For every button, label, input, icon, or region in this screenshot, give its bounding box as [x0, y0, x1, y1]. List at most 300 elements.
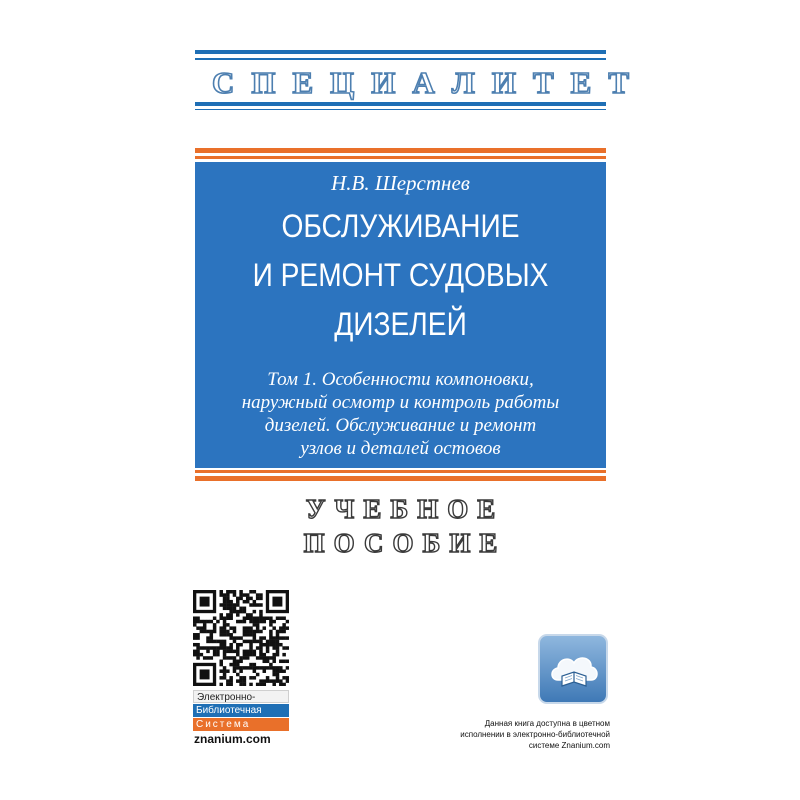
qr-module [249, 633, 253, 637]
qr-module [263, 683, 267, 686]
qr-module [223, 646, 227, 650]
qr-module [193, 636, 197, 640]
qr-module [243, 607, 247, 611]
qr-module [233, 603, 237, 607]
qr-module [253, 650, 257, 654]
qr-module [219, 626, 223, 630]
qr-module [266, 666, 270, 670]
qr-module [203, 626, 207, 630]
qr-module [229, 679, 233, 683]
qr-module [253, 623, 257, 627]
qr-module [263, 620, 267, 624]
qr-module [249, 590, 253, 594]
qr-module [200, 630, 204, 634]
subtitle-line-2: наружный осмотр и контроль работы [241, 392, 560, 413]
qr-module [223, 673, 227, 677]
qr-module [213, 630, 217, 634]
qr-module [226, 603, 230, 607]
qr-module [236, 603, 240, 607]
qr-module [203, 646, 207, 650]
qr-module [223, 620, 227, 624]
qr-module [226, 623, 230, 627]
qr-module [219, 593, 223, 597]
panel-top-stripe-2 [195, 156, 606, 159]
volume-subtitle [195, 368, 606, 460]
qr-module [236, 660, 240, 664]
qr-module [272, 653, 276, 657]
qr-module [236, 650, 240, 654]
qr-module [286, 679, 289, 683]
qr-module [236, 600, 240, 604]
qr-module [272, 626, 276, 630]
qr-module [276, 650, 280, 654]
qr-module [256, 656, 260, 660]
qr-module [249, 620, 253, 624]
qr-module [210, 656, 214, 660]
qr-module [246, 613, 250, 617]
qr-module [229, 643, 233, 647]
qr-module [272, 620, 276, 624]
qr-module [223, 607, 227, 611]
qr-module [213, 616, 217, 620]
qr-module [272, 643, 276, 647]
qr-module [276, 640, 280, 644]
qr-module [259, 597, 263, 601]
qr-module [249, 663, 253, 667]
qr-module [272, 636, 276, 640]
qr-module [259, 666, 263, 670]
qr-module [249, 650, 253, 654]
qr-module [239, 676, 243, 680]
qr-module [206, 650, 210, 654]
qr-module [223, 643, 227, 647]
publication-type: УЧЕБНОЕ ПОСОБИЕ [303, 494, 507, 558]
qr-module [259, 683, 263, 686]
qr-module [276, 616, 280, 620]
qr-module [203, 656, 207, 660]
qr-module [276, 643, 280, 647]
qr-module [233, 607, 237, 611]
qr-module [193, 643, 197, 647]
qr-module [219, 683, 223, 686]
qr-module [213, 623, 217, 627]
qr-module [233, 666, 237, 670]
qr-module [219, 660, 223, 664]
qr-module [269, 640, 273, 644]
qr-module [263, 669, 267, 673]
qr-module [243, 633, 247, 637]
qr-module [236, 620, 240, 624]
qr-module [233, 630, 237, 634]
qr-module [236, 597, 240, 601]
qr-module [269, 636, 273, 640]
qr-module [263, 660, 267, 664]
qr-module [272, 666, 276, 670]
qr-module [239, 593, 243, 597]
qr-module [210, 636, 214, 640]
qr-module [253, 653, 257, 657]
series-label: СПЕЦИАЛИТЕТ [212, 65, 647, 100]
qr-module [196, 653, 200, 657]
availability-note [452, 718, 610, 751]
qr-code-icon [193, 590, 289, 686]
qr-module [193, 616, 197, 620]
qr-module [253, 666, 257, 670]
qr-module [229, 603, 233, 607]
qr-module [269, 633, 273, 637]
qr-module [249, 646, 253, 650]
qr-module [206, 640, 210, 644]
qr-module [223, 653, 227, 657]
qr-module [249, 643, 253, 647]
qr-module [263, 616, 267, 620]
qr-module [259, 630, 263, 634]
subtitle-line-3: дизелей. Обслуживание и ремонт [264, 415, 537, 436]
qr-module [226, 630, 230, 634]
qr-module [226, 597, 230, 601]
qr-module [196, 636, 200, 640]
author: Н.В. Шерстнев [331, 171, 470, 195]
qr-module [239, 620, 243, 624]
qr-module [236, 666, 240, 670]
qr-module [253, 630, 257, 634]
qr-module [249, 630, 253, 634]
qr-module [233, 610, 237, 614]
qr-module [223, 593, 227, 597]
qr-module [239, 666, 243, 670]
qr-module [223, 640, 227, 644]
qr-module [259, 613, 263, 617]
qr-module [282, 669, 286, 673]
qr-module [272, 683, 276, 686]
qr-module [272, 679, 276, 683]
qr-finder-pattern [200, 597, 210, 607]
qr-module [239, 656, 243, 660]
qr-module [263, 666, 267, 670]
qr-module [246, 656, 250, 660]
qr-module [223, 603, 227, 607]
qr-module [256, 626, 260, 630]
qr-module [210, 630, 214, 634]
qr-module [276, 630, 280, 634]
qr-module [226, 590, 230, 594]
qr-module [213, 646, 217, 650]
availability-note-line-2: исполнении в электронно-библиотечной [460, 730, 610, 739]
qr-module [256, 593, 260, 597]
qr-module [269, 679, 273, 683]
series-rule-1 [195, 102, 606, 106]
qr-module [193, 623, 197, 627]
qr-module [206, 656, 210, 660]
qr-module [243, 650, 247, 654]
qr-module [266, 660, 270, 664]
qr-module [249, 640, 253, 644]
top-rule-1 [195, 50, 606, 54]
qr-module [233, 663, 237, 667]
qr-module [263, 636, 267, 640]
qr-module [246, 633, 250, 637]
qr-module [269, 643, 273, 647]
availability-note-line-1: Данная книга доступна в цветном [484, 719, 610, 728]
qr-module [253, 640, 257, 644]
qr-module [276, 673, 280, 677]
qr-module [229, 676, 233, 680]
qr-module [276, 666, 280, 670]
cloud-book-icon [538, 634, 608, 704]
qr-module [229, 590, 233, 594]
qr-module [282, 646, 286, 650]
ebs-logo [193, 690, 289, 746]
qr-module [282, 616, 286, 620]
qr-module [236, 610, 240, 614]
panel-bottom-stripe-1 [195, 470, 606, 473]
qr-module [272, 656, 276, 660]
qr-module [253, 663, 257, 667]
cloud-book-graphic [546, 642, 602, 698]
qr-module [193, 620, 197, 624]
qr-module [266, 676, 270, 680]
qr-module [282, 626, 286, 630]
qr-module [196, 650, 200, 654]
qr-module [219, 630, 223, 634]
subtitle-line-1: Том 1. Особенности компоновки, [267, 369, 534, 390]
qr-module [243, 610, 247, 614]
qr-module [259, 653, 263, 657]
qr-module [239, 683, 243, 686]
qr-module [256, 640, 260, 644]
qr-module [206, 636, 210, 640]
qr-module [229, 646, 233, 650]
qr-module [210, 620, 214, 624]
qr-module [279, 643, 283, 647]
qr-module [286, 660, 289, 664]
qr-module [243, 679, 247, 683]
subtitle-line-4: узлов и деталей остовов [300, 438, 501, 459]
qr-module [259, 640, 263, 644]
qr-module [263, 653, 267, 657]
qr-module [256, 616, 260, 620]
qr-module [253, 636, 257, 640]
qr-module [282, 676, 286, 680]
qr-module [276, 636, 280, 640]
qr-module [206, 620, 210, 624]
qr-module [239, 607, 243, 611]
qr-module [210, 646, 214, 650]
qr-module [239, 610, 243, 614]
qr-module [226, 607, 230, 611]
qr-module [276, 669, 280, 673]
panel-bottom-stripe-2 [195, 476, 606, 481]
qr-module [249, 603, 253, 607]
qr-module [229, 626, 233, 630]
qr-module [253, 616, 257, 620]
qr-module [272, 673, 276, 677]
series-rule-2 [195, 109, 606, 110]
availability-note-line-3: системе Znanium.com [528, 741, 610, 750]
qr-finder-pattern [272, 597, 282, 607]
qr-module [286, 636, 289, 640]
qr-module [200, 620, 204, 624]
qr-module [229, 650, 233, 654]
qr-module [233, 636, 237, 640]
qr-module [219, 603, 223, 607]
qr-module [193, 653, 197, 657]
qr-module [200, 626, 204, 630]
qr-module [206, 646, 210, 650]
qr-module [269, 623, 273, 627]
qr-module [249, 613, 253, 617]
qr-module [269, 616, 273, 620]
qr-module [282, 630, 286, 634]
qr-module [233, 656, 237, 660]
qr-module [259, 616, 263, 620]
qr-module [206, 630, 210, 634]
qr-module [282, 683, 286, 686]
qr-module [196, 616, 200, 620]
qr-module [213, 653, 217, 657]
qr-module [282, 660, 286, 664]
qr-module [246, 640, 250, 644]
qr-module [216, 646, 220, 650]
qr-module [269, 630, 273, 634]
qr-module [196, 633, 200, 637]
ebs-logo-line-1: Электронно- [193, 690, 289, 703]
qr-module [216, 620, 220, 624]
qr-module [239, 669, 243, 673]
qr-module [233, 626, 237, 630]
qr-module [246, 600, 250, 604]
book-title [220, 202, 582, 349]
qr-module [196, 656, 200, 660]
qr-module [276, 646, 280, 650]
qr-module [243, 630, 247, 634]
qr-module [243, 600, 247, 604]
qr-module [266, 656, 270, 660]
qr-module [223, 676, 227, 680]
qr-module [229, 663, 233, 667]
qr-module [243, 626, 247, 630]
qr-module [243, 653, 247, 657]
qr-module [286, 676, 289, 680]
qr-module [223, 656, 227, 660]
qr-module [233, 590, 237, 594]
qr-module [236, 653, 240, 657]
qr-module [239, 636, 243, 640]
qr-module [236, 643, 240, 647]
qr-module [219, 676, 223, 680]
qr-module [196, 646, 200, 650]
qr-module [200, 646, 204, 650]
qr-module [213, 640, 217, 644]
qr-module [243, 620, 247, 624]
qr-module [256, 666, 260, 670]
qr-module [256, 646, 260, 650]
qr-module [219, 663, 223, 667]
qr-module [226, 600, 230, 604]
qr-module [249, 683, 253, 686]
qr-module [243, 683, 247, 686]
qr-module [223, 633, 227, 637]
qr-module [239, 590, 243, 594]
qr-module [243, 676, 247, 680]
qr-module [216, 650, 220, 654]
qr-module [233, 669, 237, 673]
qr-module [246, 630, 250, 634]
qr-module [269, 620, 273, 624]
qr-module [223, 666, 227, 670]
qr-module [269, 656, 273, 660]
qr-module [229, 613, 233, 617]
qr-module [219, 616, 223, 620]
qr-module [279, 660, 283, 664]
qr-module [266, 679, 270, 683]
panel-top-stripe-1 [195, 148, 606, 153]
qr-module [223, 616, 227, 620]
qr-module [259, 656, 263, 660]
qr-module [196, 626, 200, 630]
qr-module [272, 669, 276, 673]
qr-module [229, 607, 233, 611]
qr-module [210, 633, 214, 637]
qr-module [253, 610, 257, 614]
qr-module [259, 646, 263, 650]
qr-module [229, 610, 233, 614]
qr-module [243, 616, 247, 620]
qr-module [233, 640, 237, 644]
qr-module [259, 593, 263, 597]
qr-module [246, 650, 250, 654]
qr-module [272, 660, 276, 664]
qr-module [219, 646, 223, 650]
qr-module [223, 626, 227, 630]
qr-module [226, 646, 230, 650]
qr-module [243, 593, 247, 597]
qr-module [196, 643, 200, 647]
qr-module [203, 623, 207, 627]
qr-module [279, 666, 283, 670]
qr-module [286, 626, 289, 630]
qr-module [226, 633, 230, 637]
qr-module [263, 643, 267, 647]
qr-module [256, 603, 260, 607]
qr-module [282, 653, 286, 657]
qr-module [233, 650, 237, 654]
qr-module [279, 630, 283, 634]
book-title-line-2: И РЕМОНТ СУДОВЫХ [252, 257, 549, 293]
qr-module [193, 650, 197, 654]
qr-module [243, 640, 247, 644]
qr-module [256, 630, 260, 634]
qr-module [229, 636, 233, 640]
qr-module [259, 603, 263, 607]
qr-module [279, 616, 283, 620]
qr-module [213, 626, 217, 630]
qr-module [203, 620, 207, 624]
qr-module [266, 616, 270, 620]
qr-module [239, 660, 243, 664]
qr-module [266, 646, 270, 650]
qr-module [286, 620, 289, 624]
qr-module [259, 610, 263, 614]
qr-module [226, 650, 230, 654]
qr-module [259, 643, 263, 647]
qr-module [249, 653, 253, 657]
qr-module [193, 633, 197, 637]
qr-module [219, 643, 223, 647]
qr-module [272, 646, 276, 650]
qr-module [226, 656, 230, 660]
qr-module [286, 666, 289, 670]
